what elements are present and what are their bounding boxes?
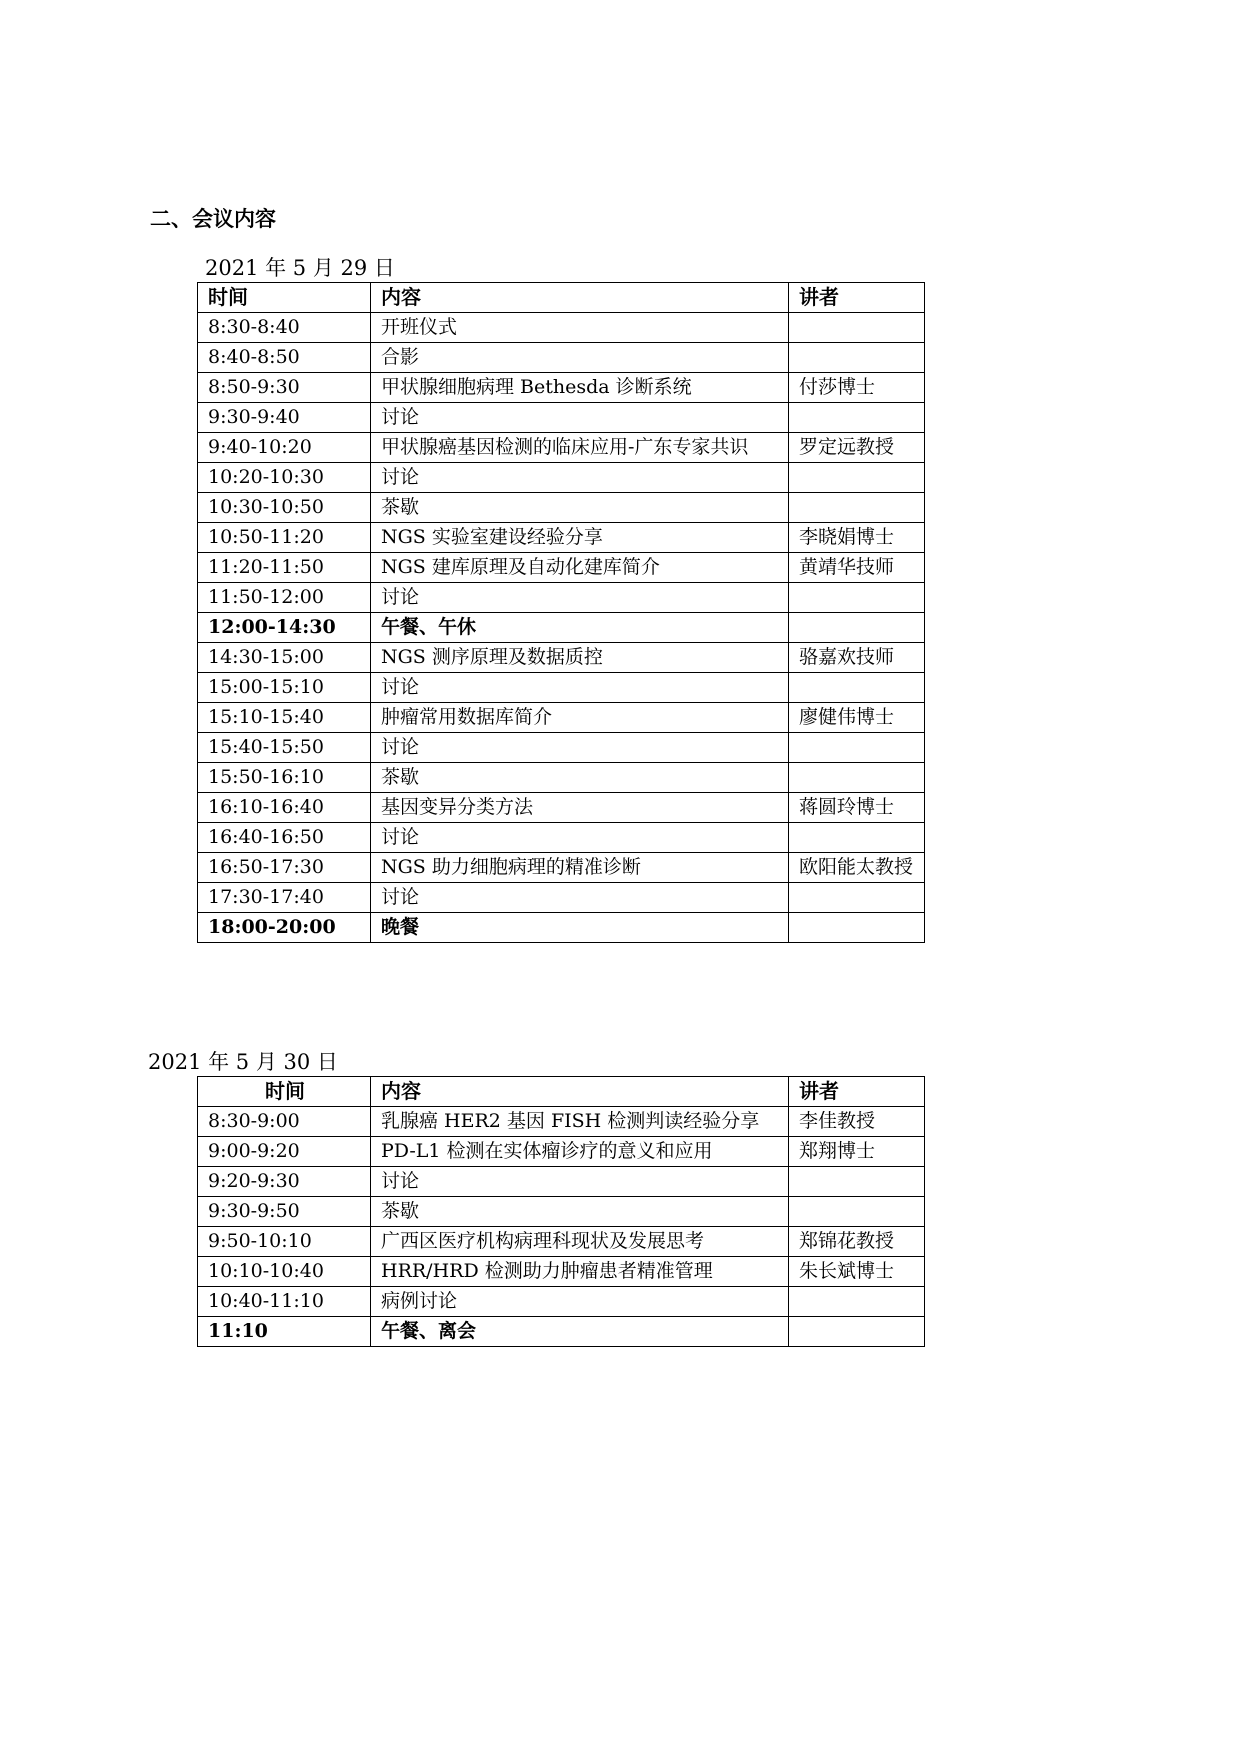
table-row: [198, 883, 925, 913]
table-row-meal: [198, 913, 925, 943]
table-row: [198, 673, 925, 703]
speaker-cell: [789, 1197, 925, 1227]
content-cell: NGS 建库原理及自动化建库简介: [371, 553, 789, 583]
table-row: [198, 1197, 925, 1227]
table-row: [198, 403, 925, 433]
time-cell: 11:50-12:00: [198, 583, 371, 613]
speaker-cell: [789, 343, 925, 373]
time-cell: 8:50-9:30: [198, 373, 371, 403]
content-cell: 甲状腺癌基因检测的临床应用-广东专家共识: [371, 433, 789, 463]
table-row: [198, 763, 925, 793]
time-cell: 10:50-11:20: [198, 523, 371, 553]
speaker-cell: [789, 403, 925, 433]
speaker-cell: [789, 823, 925, 853]
time-cell: 8:30-9:00: [198, 1107, 371, 1137]
header-speaker: 讲者: [789, 283, 925, 313]
time-cell: 9:30-9:40: [198, 403, 371, 433]
table-row: [198, 643, 925, 673]
speaker-cell: 罗定远教授: [789, 433, 925, 463]
time-cell: 10:40-11:10: [198, 1287, 371, 1317]
speaker-cell: [789, 313, 925, 343]
time-cell: 9:30-9:50: [198, 1197, 371, 1227]
table-row: [198, 433, 925, 463]
table-row: [198, 1227, 925, 1257]
table-row: [198, 523, 925, 553]
content-cell: 合影: [371, 343, 789, 373]
content-cell: 午餐、午休: [371, 613, 789, 643]
header-time: 时间: [198, 283, 371, 313]
table-row: [198, 463, 925, 493]
speaker-cell: 李佳教授: [789, 1107, 925, 1137]
speaker-cell: 廖健伟博士: [789, 703, 925, 733]
content-cell: NGS 实验室建设经验分享: [371, 523, 789, 553]
speaker-cell: [789, 1167, 925, 1197]
time-cell: 9:50-10:10: [198, 1227, 371, 1257]
header-time: 时间: [198, 1077, 371, 1107]
header-content: 内容: [371, 1077, 789, 1107]
table-row: [198, 793, 925, 823]
time-cell: 8:30-8:40: [198, 313, 371, 343]
content-cell: NGS 测序原理及数据质控: [371, 643, 789, 673]
header-content: 内容: [371, 283, 789, 313]
time-cell: 12:00-14:30: [198, 613, 371, 643]
content-cell: 讨论: [371, 403, 789, 433]
time-cell: 16:50-17:30: [198, 853, 371, 883]
speaker-cell: 朱长斌博士: [789, 1257, 925, 1287]
time-cell: 16:40-16:50: [198, 823, 371, 853]
table-row: [198, 553, 925, 583]
content-cell: 茶歇: [371, 763, 789, 793]
speaker-cell: [789, 763, 925, 793]
speaker-cell: 欧阳能太教授: [789, 853, 925, 883]
speaker-cell: 郑锦花教授: [789, 1227, 925, 1257]
table-row: [198, 703, 925, 733]
content-cell: 讨论: [371, 733, 789, 763]
table-row-meal: [198, 613, 925, 643]
time-cell: 9:20-9:30: [198, 1167, 371, 1197]
table-row: [198, 313, 925, 343]
speaker-cell: [789, 1317, 925, 1347]
content-cell: 讨论: [371, 673, 789, 703]
speaker-cell: 黄靖华技师: [789, 553, 925, 583]
content-cell: 茶歇: [371, 493, 789, 523]
speaker-cell: 李晓娟博士: [789, 523, 925, 553]
section-heading: 二、会议内容: [150, 207, 276, 231]
time-cell: 14:30-15:00: [198, 643, 371, 673]
content-cell: 病例讨论: [371, 1287, 789, 1317]
time-cell: 11:20-11:50: [198, 553, 371, 583]
time-cell: 9:00-9:20: [198, 1137, 371, 1167]
speaker-cell: [789, 913, 925, 943]
table-row: [198, 823, 925, 853]
time-cell: 9:40-10:20: [198, 433, 371, 463]
table-row: [198, 343, 925, 373]
speaker-cell: [789, 583, 925, 613]
time-cell: 18:00-20:00: [198, 913, 371, 943]
time-cell: 10:10-10:40: [198, 1257, 371, 1287]
time-cell: 15:10-15:40: [198, 703, 371, 733]
content-cell: PD-L1 检测在实体瘤诊疗的意义和应用: [371, 1137, 789, 1167]
time-cell: 10:30-10:50: [198, 493, 371, 523]
content-cell: 广西区医疗机构病理科现状及发展思考: [371, 1227, 789, 1257]
content-cell: 晚餐: [371, 913, 789, 943]
time-cell: 11:10: [198, 1317, 371, 1347]
speaker-cell: [789, 883, 925, 913]
content-cell: 乳腺癌 HER2 基因 FISH 检测判读经验分享: [371, 1107, 789, 1137]
content-cell: 基因变异分类方法: [371, 793, 789, 823]
speaker-cell: [789, 1287, 925, 1317]
speaker-cell: 骆嘉欢技师: [789, 643, 925, 673]
time-cell: 15:50-16:10: [198, 763, 371, 793]
speaker-cell: [789, 463, 925, 493]
content-cell: 肿瘤常用数据库简介: [371, 703, 789, 733]
table-row: [198, 1137, 925, 1167]
speaker-cell: [789, 673, 925, 703]
time-cell: 16:10-16:40: [198, 793, 371, 823]
content-cell: 讨论: [371, 583, 789, 613]
table-row: [198, 1287, 925, 1317]
time-cell: 15:00-15:10: [198, 673, 371, 703]
speaker-cell: 付莎博士: [789, 373, 925, 403]
table-row: [198, 493, 925, 523]
day1-schedule-table: [197, 282, 925, 943]
table-row: [198, 853, 925, 883]
time-cell: 17:30-17:40: [198, 883, 371, 913]
time-cell: 8:40-8:50: [198, 343, 371, 373]
speaker-cell: [789, 613, 925, 643]
content-cell: 甲状腺细胞病理 Bethesda 诊断系统: [371, 373, 789, 403]
time-cell: 15:40-15:50: [198, 733, 371, 763]
speaker-cell: 郑翔博士: [789, 1137, 925, 1167]
table-row-meal: [198, 1317, 925, 1347]
speaker-cell: [789, 493, 925, 523]
content-cell: NGS 助力细胞病理的精准诊断: [371, 853, 789, 883]
content-cell: 讨论: [371, 463, 789, 493]
table-row: [198, 1257, 925, 1287]
day1-date: 2021 年 5 月 29 日: [205, 256, 395, 280]
table-row: [198, 373, 925, 403]
day2-schedule-table: [197, 1076, 925, 1347]
table-row: [198, 1107, 925, 1137]
speaker-cell: 蒋圆玲博士: [789, 793, 925, 823]
content-cell: 讨论: [371, 1167, 789, 1197]
speaker-cell: [789, 733, 925, 763]
header-speaker: 讲者: [789, 1077, 925, 1107]
content-cell: 讨论: [371, 823, 789, 853]
content-cell: 讨论: [371, 883, 789, 913]
content-cell: 午餐、离会: [371, 1317, 789, 1347]
table-row: [198, 583, 925, 613]
table-row: [198, 1167, 925, 1197]
content-cell: HRR/HRD 检测助力肿瘤患者精准管理: [371, 1257, 789, 1287]
table-header-row: [198, 1077, 925, 1107]
content-cell: 开班仪式: [371, 313, 789, 343]
content-cell: 茶歇: [371, 1197, 789, 1227]
table-row: [198, 733, 925, 763]
time-cell: 10:20-10:30: [198, 463, 371, 493]
table-header-row: [198, 283, 925, 313]
day2-date: 2021 年 5 月 30 日: [148, 1050, 338, 1074]
